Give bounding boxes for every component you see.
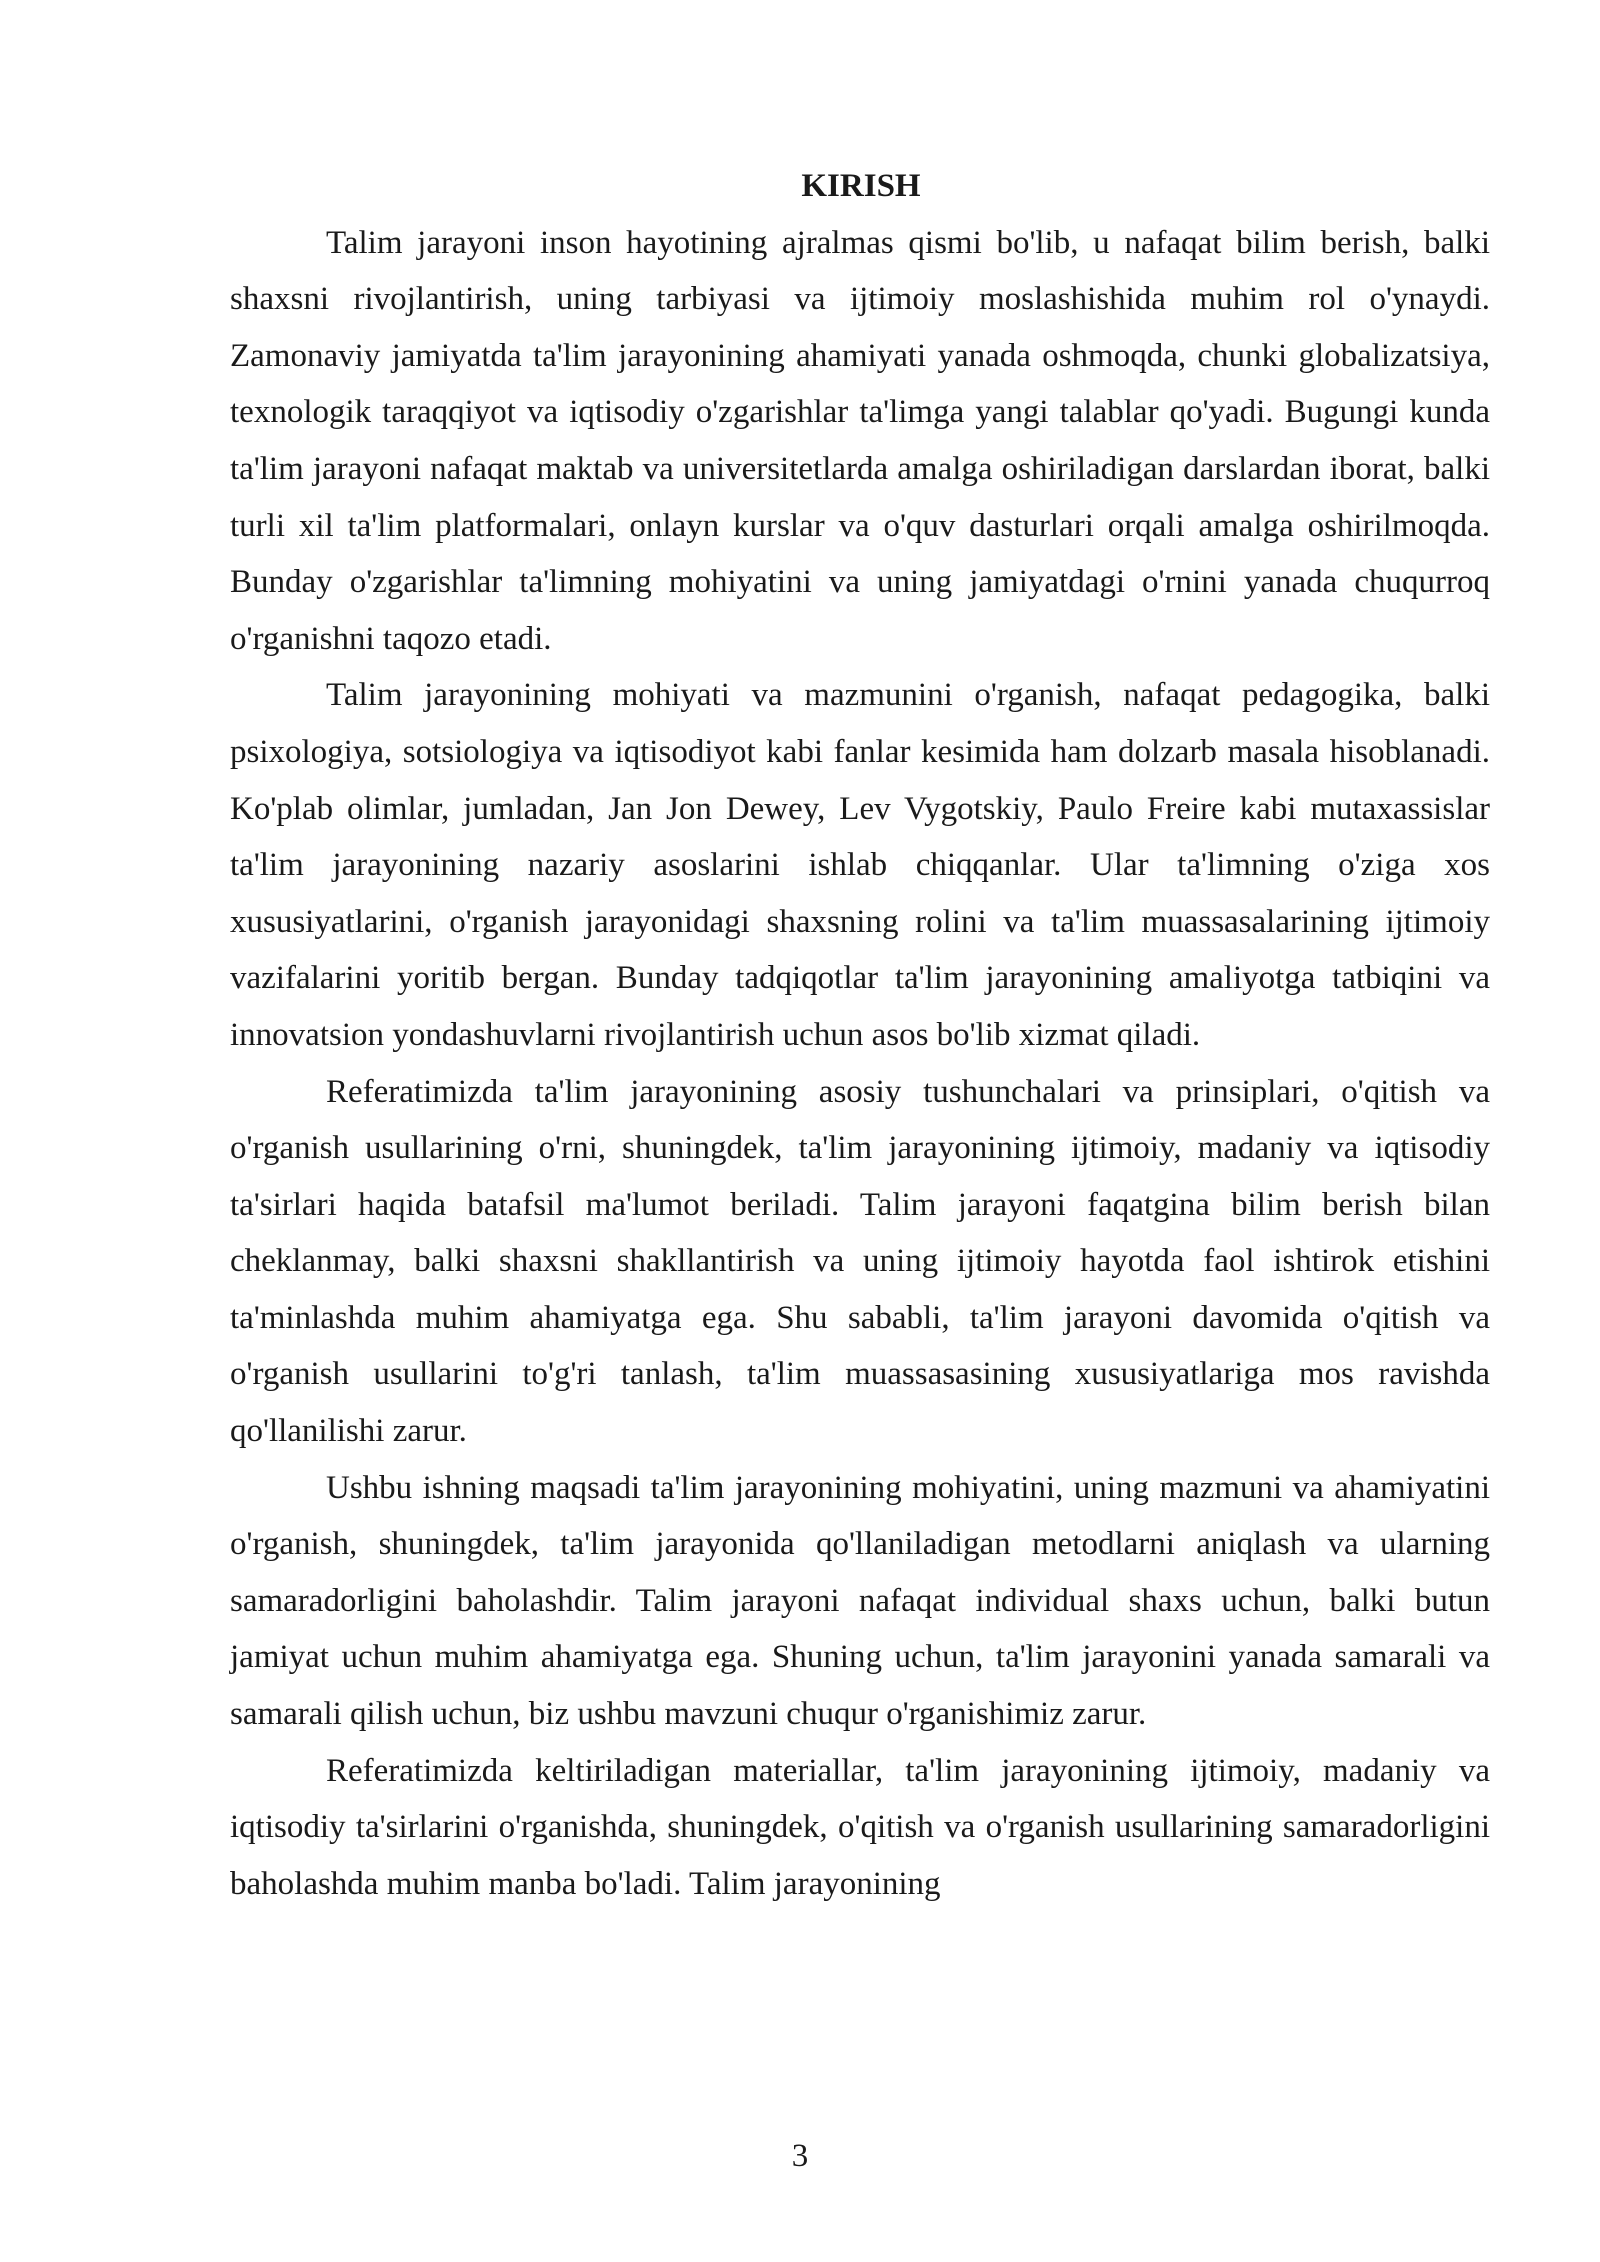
page-title: KIRISH bbox=[801, 168, 921, 204]
page-number: 3 bbox=[791, 2138, 809, 2174]
page-body bbox=[230, 158, 1490, 1912]
paragraph-5: Referatimizda keltiriladigan materiallar, ta'lim jarayonining ijtimoiy, madaniy va iqtisodiy ta'sirlarini o'rganishda, shuningdek, o'qitish va o'rganish usullarining samaradorligini baholashda muhim manba bo'ladi. Talim jarayonining bbox=[230, 1752, 1490, 1902]
paragraph-3: Referatimizda ta'lim jarayonining asosiy tushunchalari va prinsiplari, o'qitish va o'rganish usullarining o'rni, shuningdek, ta'lim jarayonining ijtimoiy, madaniy va iqtisodiy ta'sirlari haqida batafsil ma'lumot beriladi. Talim jarayoni faqatgina bilim berish bilan cheklanmay, balki shaxsni shakllantirish va uning ijtimoiy hayotda faol ishtirok etishini ta'minlashda muhim ahamiyatga ega. Shu sababli, ta'lim jarayoni davomida o'qitish va o'rganish usullarini to'g'ri tanlash, ta'lim muassasasining xususiyatlariga mos ravishda qo'llanilishi zarur. bbox=[230, 1073, 1490, 1450]
paragraph-1: Talim jarayoni inson hayotining ajralmas qismi bo'lib, u nafaqat bilim berish, balki shaxsni rivojlantirish, uning tarbiyasi va ijtimoiy moslashishida muhim rol o'ynaydi. Zamonaviy jamiyatda ta'lim jarayonining ahamiyati yanada oshmoqda, chunki globalizatsiya, texnologik taraqqiyot va iqtisodiy o'zgarishlar ta'limga yangi talablar qo'yadi. Bugungi kunda ta'lim jarayoni nafaqat maktab va universitetlarda amalga oshiriladigan darslardan iborat, balki turli xil ta'lim platformalari, onlayn kurslar va o'quv dasturlari orqali amalga oshirilmoqda. Bunday o'zgarishlar ta'limning mohiyatini va uning jamiyatdagi o'rnini yanada chuqurroq o'rganishni taqozo etadi. bbox=[230, 224, 1490, 657]
paragraph-2: Talim jarayonining mohiyati va mazmunini o'rganish, nafaqat pedagogika, balki psixologiya, sotsiologiya va iqtisodiyot kabi fanlar kesimida ham dolzarb masala hisoblanadi. Ko'plab olimlar, jumladan, Jan Jon Dewey, Lev Vygotskiy, Paulo Freire kabi mutaxassislar ta'lim jarayonining nazariy asoslarini ishlab chiqqanlar. Ular ta'limning o'ziga xos xususiyatlarini, o'rganish jarayonidagi shaxsning rolini va ta'lim muassasalarining ijtimoiy vazifalarini yoritib bergan. Bunday tadqiqotlar ta'lim jarayonining amaliyotga tatbiqini va innovatsion yondashuvlarni rivojlantirish uchun asos bo'lib xizmat qiladi. bbox=[230, 677, 1490, 1053]
paragraph-4: Ushbu ishning maqsadi ta'lim jarayonining mohiyatini, uning mazmuni va ahamiyatini o'rganish, shuningdek, ta'lim jarayonida qo'llaniladigan metodlarni aniqlash va ularning samaradorligini baholashdir. Talim jarayoni nafaqat individual shaxs uchun, balki butun jamiyat uchun muhim ahamiyatga ega. Shuning uchun, ta'lim jarayonini yanada samarali va samarali qilish uchun, biz ushbu mavzuni chuqur o'rganishimiz zarur. bbox=[230, 1469, 1490, 1733]
